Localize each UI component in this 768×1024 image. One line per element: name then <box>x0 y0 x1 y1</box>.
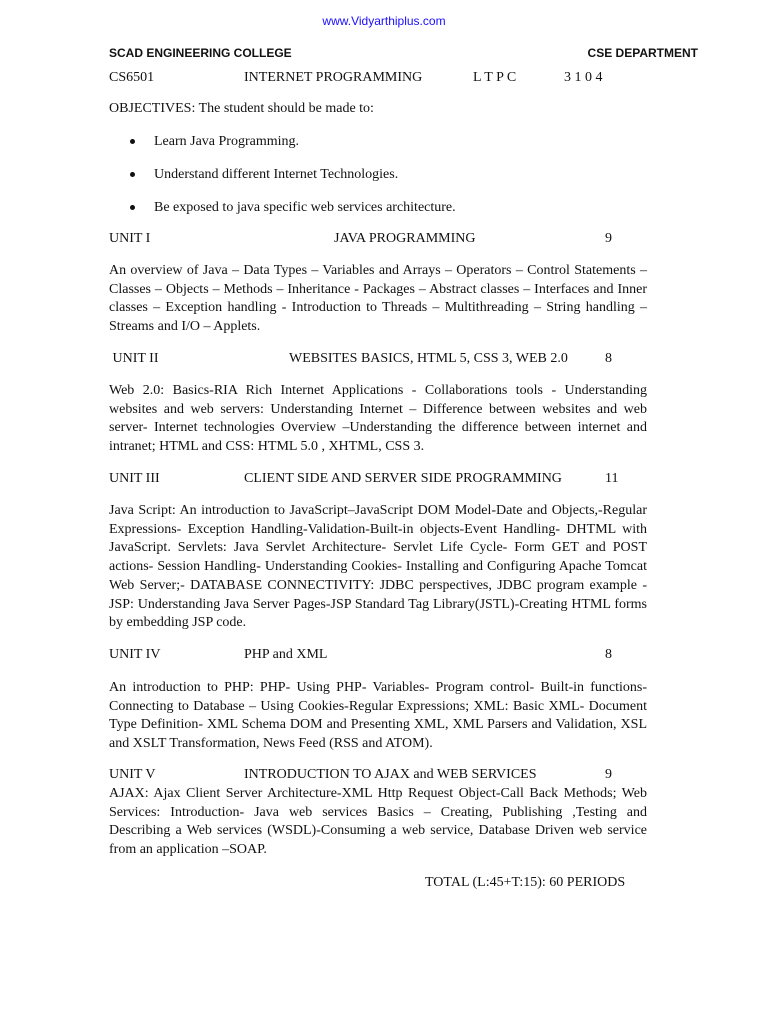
course-title: INTERNET PROGRAMMING <box>244 70 423 85</box>
college-name: SCAD ENGINEERING COLLEGE <box>109 46 292 60</box>
unit-hours: 8 <box>605 647 612 662</box>
unit-title: WEBSITES BASICS, HTML 5, CSS 3, WEB 2.0 <box>289 351 568 366</box>
objective-text: Learn Java Programming. <box>154 134 300 149</box>
unit-hours: 11 <box>605 471 619 486</box>
unit-heading <box>109 470 647 488</box>
unit-content: AJAX: Ajax Client Server Architecture-XML Http Request Object-Call Back Methods; Web Services: Introduction- Java web services Basics – Creating, Publishing ,Testing and Describing a Web services (WSDL)-Consuming a web service, Database Driven web service from an application –SOAP. <box>109 786 647 858</box>
watermark-url: www.Vidyarthiplus.com <box>322 14 446 28</box>
total-periods: TOTAL (L:45+T:15): 60 PERIODS <box>425 875 626 890</box>
course-code: CS6501 <box>109 70 155 85</box>
unit-hours: 8 <box>605 351 612 366</box>
objective-text: Understand different Internet Technologies. <box>154 167 399 182</box>
unit-label: UNIT V <box>109 767 156 782</box>
total-periods-row <box>109 874 647 892</box>
unit-label: UNIT III <box>109 471 160 486</box>
bullet-icon <box>130 172 135 177</box>
unit-title: INTRODUCTION TO AJAX and WEB SERVICES <box>244 767 537 782</box>
unit-content: An overview of Java – Data Types – Variables and Arrays – Operators – Control Statements – Classes – Objects – Methods – Inheritance - Packages – Abstract classes – Interfaces and Inner classes – Exception handling - Introduction to Threads – Multithreading – String handling – Streams and I/O – Applets. <box>109 263 647 335</box>
course-row <box>109 69 647 87</box>
unit-hours: 9 <box>605 231 612 246</box>
unit-content: An introduction to PHP: PHP- Using PHP- Variables- Program control- Built-in functions- Connecting to Database – Using Cookies-Regular Expressions; XML: Basic XML- Document Type Definition- XML Schema DOM and Presenting XML, XML Parsers and Validation, XSL and XSLT Transformation, News Feed (RSS and ATOM). <box>109 680 647 752</box>
unit-heading <box>109 766 647 784</box>
objectives-heading-text: OBJECTIVES: The student should be made to: <box>109 101 374 116</box>
unit-title: JAVA PROGRAMMING <box>334 231 476 246</box>
objective-text: Be exposed to java specific web services architecture. <box>154 200 456 215</box>
unit-label: UNIT I <box>109 231 151 246</box>
unit-label: UNIT II <box>109 351 159 366</box>
unit-heading <box>109 350 647 368</box>
unit-heading <box>109 230 647 248</box>
department-name: CSE DEPARTMENT <box>587 46 698 60</box>
unit-heading <box>109 646 647 664</box>
bullet-icon <box>130 205 135 210</box>
objectives-heading <box>109 100 647 118</box>
unit-content: Web 2.0: Basics-RIA Rich Internet Applications - Collaborations tools - Understanding websites and web servers: Understanding Internet – Difference between websites and web server- Internet technologies Overview –Understanding the difference between internet and intranet; HTML and CSS: HTML 5.0 , XHTML, CSS 3. <box>109 383 647 455</box>
unit-title: PHP and XML <box>244 647 328 662</box>
bullet-icon <box>130 139 135 144</box>
ltpc-values: 3 1 0 4 <box>564 70 603 85</box>
page-header <box>109 46 698 60</box>
ltpc-label: L T P C <box>473 70 517 85</box>
unit-label: UNIT IV <box>109 647 161 662</box>
unit-hours: 9 <box>605 767 612 782</box>
unit-title: CLIENT SIDE AND SERVER SIDE PROGRAMMING <box>244 471 562 486</box>
unit-content: Java Script: An introduction to JavaScript–JavaScript DOM Model-Date and Objects,-Regular Expressions- Exception Handling-Validation-Built-in objects-Event Handling- DHTML with JavaScript. Servlets: Java Servlet Architecture- Servlet Life Cycle- Form GET and POST actions- Session Handling- Understanding Cookies- Installing and Configuring Apache Tomcat Web Server;- DATABASE CONNECTIVITY: JDBC perspectives, JDBC program example - JSP: Understanding Java Server Pages-JSP Standard Tag Library(JSTL)-Creating HTML forms by embedding JSP code. <box>109 503 647 631</box>
